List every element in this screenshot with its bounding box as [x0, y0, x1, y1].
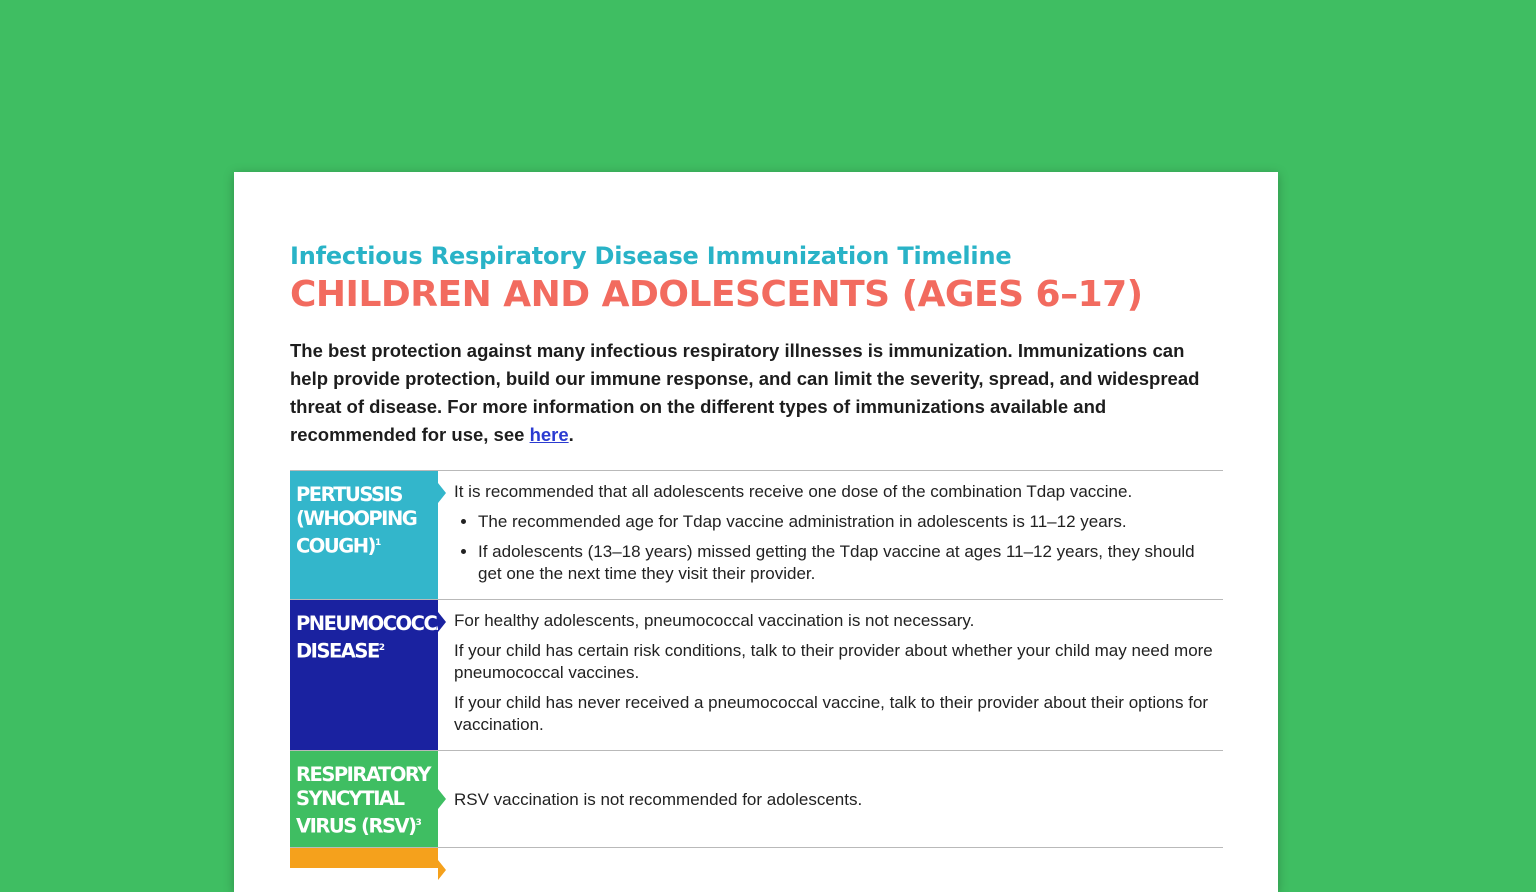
document-kicker: Infectious Respiratory Disease Immunization Timeline [290, 242, 1012, 270]
paragraph: For healthy adolescents, pneumococcal vaccination is not necessary. [454, 611, 975, 630]
label-text: RESPIRATORY SYNCYTIAL VIRUS (RSV) [296, 763, 430, 838]
paragraph: RSV vaccination is not recommended for adolescents. [454, 790, 863, 809]
label-text: PERTUSSIS (WHOOPING COUGH) [296, 483, 417, 558]
label-text: PNEUMOCOCCAL DISEASE [296, 612, 461, 663]
row-content-rsv [438, 751, 1223, 847]
intro-text: The best protection against many infectious respiratory illnesses is immunization. Immunizations can help provide protection, build our immune response, and can limit the severity, spread, and widespread threat of disease. For more information on the different types of immunizations available and recommended for use, see [290, 340, 1200, 445]
list-item: • If adolescents (13–18 years) missed getting the Tdap vaccine at ages 11–12 years, they should get one the next time they visit their provider. [478, 541, 1217, 585]
table-row-pneumococcal [290, 600, 1223, 751]
row-lead-text: It is recommended that all adolescents receive one dose of the combination Tdap vaccine. [454, 482, 1133, 501]
row-label-next [290, 848, 438, 868]
paragraph: If your child has certain risk conditions, talk to their provider about whether your child may need more pneumococcal vaccines. [454, 641, 1213, 682]
row-content-pneumococcal [438, 600, 1223, 750]
footnote-ref: 2 [378, 643, 386, 653]
row-label-pertussis [290, 471, 438, 599]
intro-paragraph [290, 337, 1225, 449]
document-page [234, 172, 1278, 892]
paragraph: If your child has never received a pneumococcal vaccine, talk to their provider about their options for vaccination. [454, 693, 1209, 734]
row-content-pertussis [438, 471, 1223, 599]
row-content-next [438, 848, 1223, 868]
table-row-pertussis [290, 471, 1223, 600]
list-item: • The recommended age for Tdap vaccine administration in adolescents is 11–12 years. [478, 511, 1217, 533]
row-label-rsv [290, 751, 438, 847]
immunization-table [290, 470, 1223, 868]
document-title: CHILDREN AND ADOLESCENTS (AGES 6–17) [290, 274, 1143, 315]
intro-end: . [568, 424, 574, 445]
table-row-next [290, 848, 1223, 868]
footnote-ref: 1 [374, 538, 382, 548]
footnote-ref: 3 [415, 818, 422, 828]
bullet-list [454, 511, 1217, 585]
table-row-rsv [290, 751, 1223, 848]
row-label-pneumococcal [290, 600, 461, 750]
here-link[interactable]: here [529, 424, 569, 445]
